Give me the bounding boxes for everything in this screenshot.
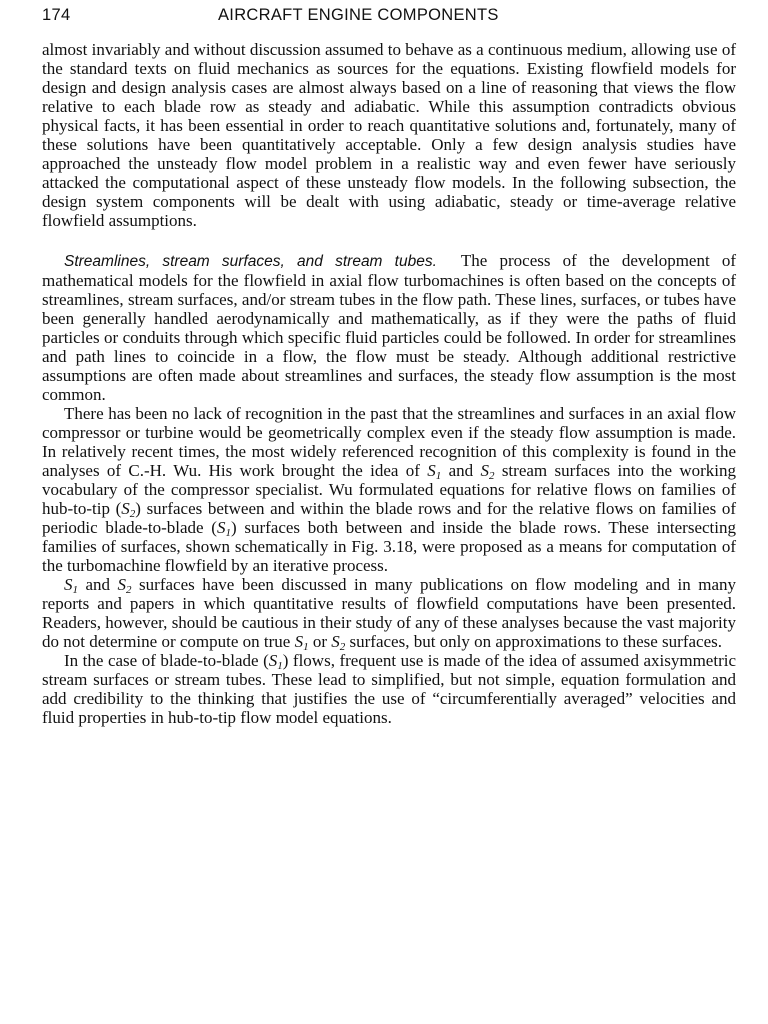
symbol-letter: S bbox=[216, 518, 226, 537]
symbol-s1 bbox=[64, 575, 78, 594]
symbol-subscript: 1 bbox=[277, 660, 283, 672]
paragraph-text: The process of the development of mathematical models for the flowfield in axial flow turbomachines is often based on the concepts of streamlines, stream surfaces, and/or stream tubes in the flow path. These lines, surfaces, or tubes have been generally handled aerodynamically and mathematically, as if they were the paths of fluid particles or conduits through which specific fluid particles could be followed. In order for streamlines and path lines to coincide in a flow, the flow must be steady. Although additional restrictive assumptions are often made about streamlines and surfaces, the steady flow assumption is the most common. bbox=[42, 251, 736, 404]
symbol-subscript: 1 bbox=[303, 641, 309, 653]
paragraph-text: and bbox=[448, 461, 474, 480]
symbol-subscript: 1 bbox=[435, 470, 442, 482]
book-page bbox=[42, 6, 736, 727]
symbol-subscript: 2 bbox=[339, 641, 346, 653]
paragraph-wu bbox=[42, 404, 736, 575]
symbol-letter: S bbox=[117, 575, 127, 594]
page-number: 174 bbox=[42, 6, 71, 24]
subsection-heading: Streamlines, stream surfaces, and stream tubes. bbox=[64, 253, 437, 270]
symbol-s2 bbox=[331, 632, 345, 651]
paragraph-text: surfaces have been discussed in many publications on flow modeling and in many reports and papers in which quantitative results of flowfield computations have been presented. Readers, however, should be cautious in their study of any of these analyses because the vast majority do not determine or compute on true bbox=[42, 575, 737, 651]
paragraph-s1-s2-surfaces bbox=[42, 575, 736, 651]
symbol-subscript: 1 bbox=[225, 527, 231, 539]
paragraph-text: almost invariably and without discussion assumed to behave as a continuous medium, allowing use of the standard texts on fluid mechanics as sources for the equations. Existing flowfield models for design and design analysis cases are almost always based on a line of reasoning that views the flow relative to each blade row as steady and adiabatic. While this assumption contradicts obvious physical facts, it has been essential in order to reach quantitative solutions and, fortunately, many of these solutions have been quantitatively acceptable. Only a few design analysis studies have approached the unsteady flow model problem in a realistic way and even fewer have seriously attacked the computational aspect of these unsteady flow models. In the following subsection, the design system components will be dealt with using adiabatic, steady or time-average relative flowfield assumptions. bbox=[42, 40, 736, 230]
paragraph-text: ) surfaces both between and inside the blade rows. These intersecting families of surfaces, shown schematically in Fig. 3.18, were proposed as a means for computation of the turbomachine flowfield by an iterative process. bbox=[42, 518, 736, 575]
symbol-subscript: 2 bbox=[129, 508, 136, 520]
paragraph-text: and bbox=[85, 575, 111, 594]
symbol-s2 bbox=[118, 575, 132, 594]
paragraph-blade-to-blade bbox=[42, 651, 736, 727]
paragraph-text: There has been no lack of recognition in the past that the streamlines and surfaces in an axial flow compressor or turbine would be geometrically complex even if the steady flow assumption is made. In relatively recent times, the most widely referenced recognition of this complexity is found in the analyses of C.-H. Wu. His work brought the idea of bbox=[42, 404, 736, 480]
paragraph-continuation bbox=[42, 40, 736, 230]
symbol-letter: S bbox=[480, 461, 489, 480]
symbol-letter: S bbox=[294, 632, 304, 651]
paragraph-text: In the case of blade-to-blade ( bbox=[64, 651, 269, 670]
symbol-subscript: 2 bbox=[488, 470, 495, 482]
running-head bbox=[42, 6, 736, 30]
symbol-letter: S bbox=[331, 632, 340, 651]
running-title: AIRCRAFT ENGINE COMPONENTS bbox=[218, 6, 499, 24]
symbol-s1 bbox=[295, 632, 309, 651]
paragraph-text: ) surfaces between and within the blade rows and for the relative flows on families of periodic blade-to-blade ( bbox=[42, 499, 736, 537]
symbol-letter: S bbox=[268, 651, 278, 670]
paragraph-text: surfaces, but only on approximations to these surfaces. bbox=[349, 632, 722, 651]
symbol-s1 bbox=[269, 651, 283, 670]
symbol-s2 bbox=[480, 461, 494, 480]
paragraph-text: stream surfaces into the working vocabulary of the compressor specialist. Wu formulated equations for relative flows on families of hub-to-tip ( bbox=[42, 461, 736, 518]
body-text bbox=[42, 40, 736, 727]
paragraph-text: ) flows, frequent use is made of the idea of assumed axisymmetric stream surfaces or stream tubes. These lead to simplified, but not simple, equation formulation and add credibility to the thinking that justifies the use of “circumferentially averaged” velocities and fluid properties in hub-to-tip flow model equations. bbox=[42, 651, 736, 727]
symbol-subscript: 1 bbox=[72, 584, 78, 596]
symbol-letter: S bbox=[64, 575, 73, 594]
symbol-s1 bbox=[217, 518, 231, 537]
paragraph-text: or bbox=[312, 632, 327, 651]
symbol-s2 bbox=[121, 499, 135, 518]
symbol-letter: S bbox=[121, 499, 130, 518]
paragraph-streamlines bbox=[42, 251, 736, 404]
symbol-s1 bbox=[427, 461, 441, 480]
symbol-subscript: 2 bbox=[126, 584, 132, 596]
section-gap bbox=[42, 230, 736, 251]
symbol-letter: S bbox=[427, 461, 436, 480]
